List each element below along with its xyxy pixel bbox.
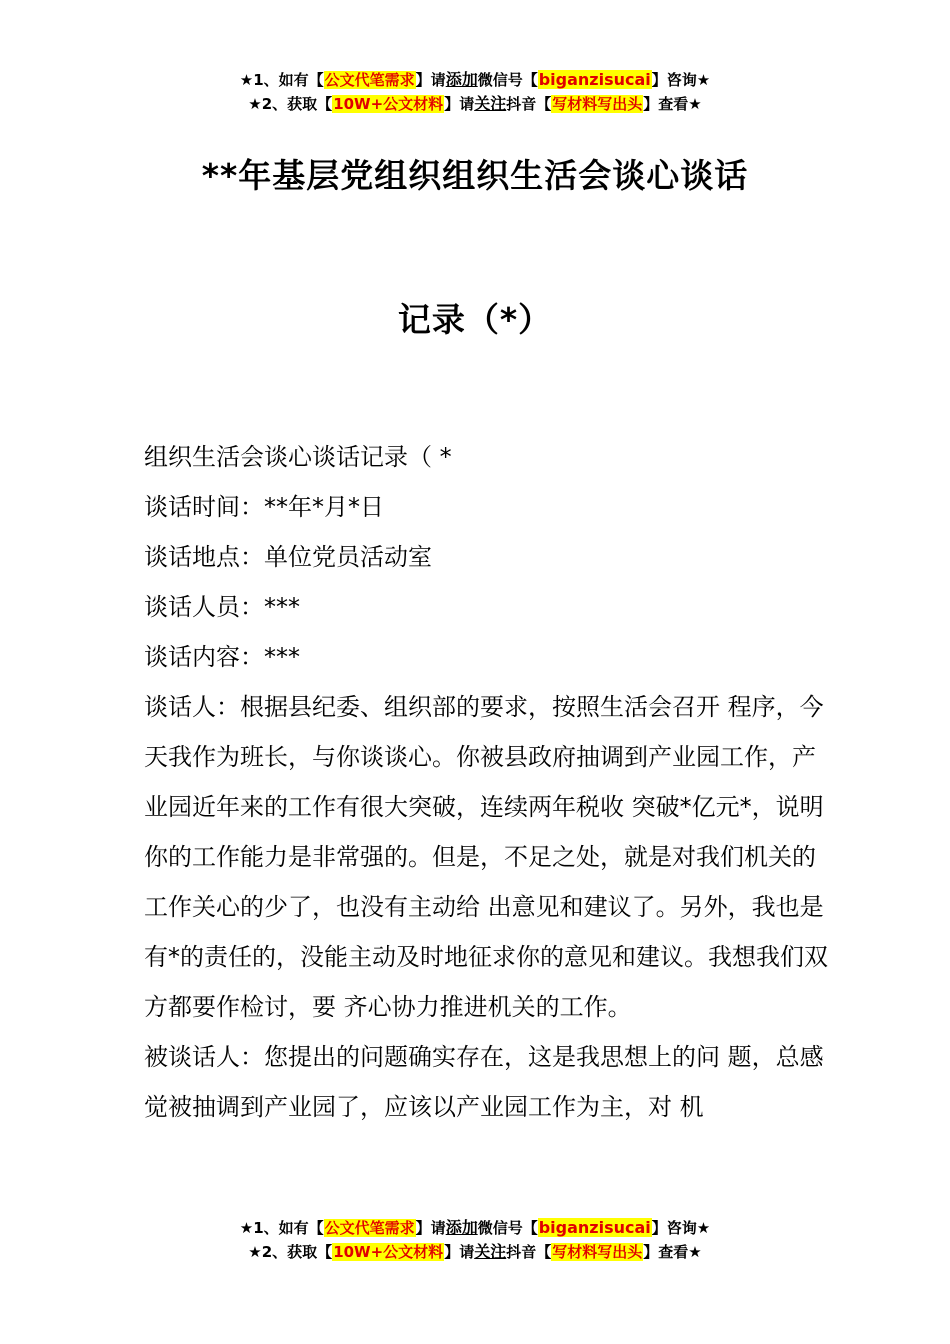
banner-text: ★2、获取【 — [248, 1243, 333, 1261]
body-paragraph: 谈话人：根据县纪委、组织部的要求，按照生活会召开 程序，今天我作为班长，与你谈谈心。你被县政府抽调到产业园工作，产业园近年来的工作有很大突破，连续两年税收 突破*亿元*，说明你的工作能力是非常强的。但是，不足之处，就是对我们机关的工作关心的少了，也没有主动给 出意见和建议了。另外，我也是有*的责任的，没能主动及时地征求你的意见和建议。我想我们双方都要作检讨，要 齐心协力推进机关的工作。 — [144, 693, 828, 1021]
banner-underlined: 添加 — [445, 1218, 478, 1237]
banner-line-1 — [0, 68, 950, 92]
banner-text: 抖音【 — [506, 1243, 552, 1261]
banner-highlight: 公文代笔需求 — [324, 71, 415, 89]
banner-text: ★1、如有【 — [239, 71, 324, 89]
body-paragraph: 组织生活会谈心谈话记录（ * — [144, 443, 452, 471]
body-paragraph: 被谈话人：您提出的问题确实存在，这是我思想上的问 题，总感觉被抽调到产业园了，应该以产业园工作为主，对 机 — [144, 1043, 824, 1121]
body-paragraph: 谈话人员：*** — [144, 593, 300, 621]
banner-highlight: biganzisucai — [538, 1218, 651, 1237]
document-title-line-2: 记录（*） — [397, 300, 553, 339]
banner-text: ★2、获取【 — [248, 95, 333, 113]
banner-text: 】咨询★ — [651, 1219, 711, 1237]
document-body — [144, 432, 834, 1132]
banner-underlined: 添加 — [445, 70, 478, 89]
banner-text: ★1、如有【 — [239, 1219, 324, 1237]
banner-text: 】查看★ — [643, 95, 702, 113]
body-paragraph: 谈话内容：*** — [144, 643, 300, 671]
banner-highlight: 写材料写出头 — [552, 1243, 643, 1261]
banner-text: 】请 — [444, 95, 475, 113]
banner-text: 】请 — [444, 1243, 475, 1261]
document-title-line-1: **年基层党组织组织生活会谈心谈话 — [201, 156, 749, 195]
banner-highlight: 10W+公文材料 — [333, 95, 444, 113]
body-paragraph: 谈话时间：**年*月*日 — [144, 493, 384, 521]
banner-highlight: biganzisucai — [538, 70, 651, 89]
banner-line-1 — [0, 1216, 950, 1240]
banner-highlight: 写材料写出头 — [552, 95, 643, 113]
header-banner — [0, 68, 950, 116]
banner-text: 】咨询★ — [651, 71, 711, 89]
footer-banner — [0, 1216, 950, 1264]
banner-text: 】查看★ — [643, 1243, 702, 1261]
body-paragraph: 谈话地点：单位党员活动室 — [144, 543, 432, 571]
banner-line-2 — [0, 1240, 950, 1264]
banner-text: 微信号【 — [477, 1219, 538, 1237]
banner-highlight: 10W+公文材料 — [333, 1243, 444, 1261]
banner-text: 微信号【 — [477, 71, 538, 89]
banner-text: 】请 — [415, 71, 446, 89]
banner-underlined: 关注 — [474, 1242, 507, 1261]
banner-highlight: 公文代笔需求 — [324, 1219, 415, 1237]
banner-line-2 — [0, 92, 950, 116]
banner-underlined: 关注 — [474, 94, 507, 113]
banner-text: 抖音【 — [506, 95, 552, 113]
banner-text: 】请 — [415, 1219, 446, 1237]
